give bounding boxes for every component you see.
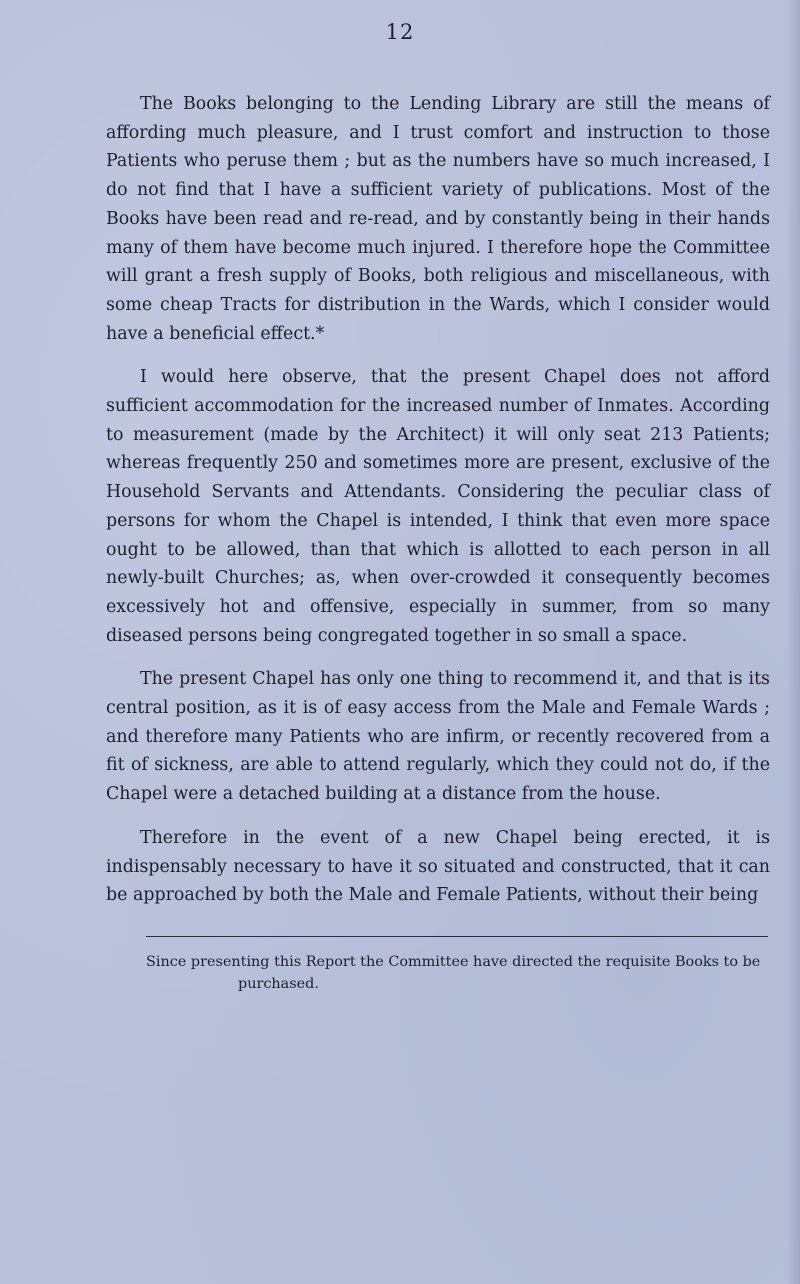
paragraph-lending-library: The Books belonging to the Lending Library are still the means of affording much pleasure, and I trust comfort and instruction to those Patients who peruse them ; but as the numbers have so much increased, I do not find that I have a sufficient variety of publications. Most of the Books have been read and re-read, and by constantly being in their hands many of them have become much injured. I therefore hope the Committee will grant a fresh supply of Books, both religious and miscellaneous, with some cheap Tracts for distribution in the Wards, which I consider would have a beneficial effect.*: [106, 94, 770, 344]
footnote: [146, 951, 764, 995]
paragraph-chapel-accommodation: I would here observe, that the present Chapel does not afford sufficient accommodation for the increased number of Inmates. According to measurement (made by the Architect) it will only seat 213 Patients; whereas frequently 250 and sometimes more are present, exclusive of the Household Servants and Attendants. Considering the peculiar class of persons for whom the Chapel is intended, I think that even more space ought to be allowed, than that which is allotted to each person in all newly-built Churches; as, when over-crowded it consequently becomes excessively hot and offensive, especially in summer, from so many diseased persons being congregated together in so small a space.: [106, 367, 770, 646]
page-number: 12: [385, 20, 415, 44]
body-text: [106, 90, 770, 910]
footnote-rule: [146, 936, 768, 937]
paragraph-chapel-position: The present Chapel has only one thing to recommend it, and that is its central position, as it is of easy access from the Male and Female Wards ; and therefore many Patients who are infirm, or recently recovered from a fit of sickness, are able to attend regularly, which they could not do, if the Chapel were a detached building at a distance from the house.: [106, 669, 770, 805]
paragraph-new-chapel: Therefore in the event of a new Chapel being erected, it is indispensably necessary to have it so situated and constructed, that it can be approached by both the Male and Female Patients, without their being: [106, 827, 770, 906]
page-edge-shadow: [786, 0, 800, 1284]
footnote-line-2: purchased.: [238, 976, 319, 992]
footnote-line-1: Since presenting this Report the Committee have directed the requisite Books to be: [146, 954, 761, 970]
